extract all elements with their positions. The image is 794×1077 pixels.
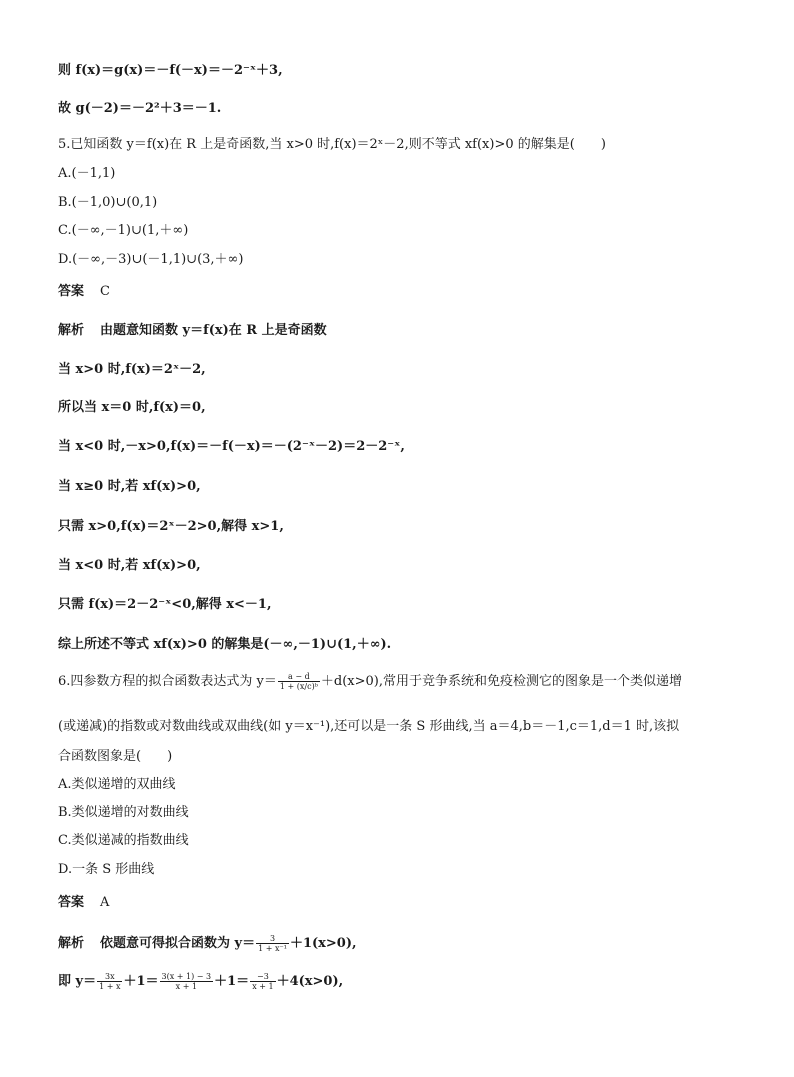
fraction-1	[97, 972, 122, 991]
question-5-option-b: B.(－1,0)∪(0,1)	[58, 195, 158, 210]
solution-line-2: 故 g(－2)＝－2²＋3＝－1.	[58, 101, 222, 116]
question-6-stem-line-2: (或递减)的指数或对数曲线或双曲线(如 y＝x⁻¹),还可以是一条 S 形曲线,当 a＝4,b＝－1,c＝1,d＝1 时,该拟	[58, 719, 680, 734]
fraction-denominator: x + 1	[252, 982, 274, 991]
question-6-option-b: B.类似递增的对数曲线	[58, 805, 189, 820]
analysis-text: 由题意知函数 y＝f(x)在 R 上是奇函数	[100, 323, 327, 338]
fraction-numerator: 3x	[97, 972, 122, 982]
question-6-stem-line-1	[58, 672, 682, 691]
analysis-label: 解析	[58, 936, 85, 951]
analysis-label: 解析	[58, 323, 85, 338]
q6-fraction	[278, 672, 320, 691]
answer-label: 答案	[58, 284, 85, 299]
q6-fraction-numerator: a − d	[278, 672, 320, 682]
analysis-text: 依题意可得拟合函数为 y＝	[100, 936, 256, 951]
fraction-numerator: 3	[256, 934, 289, 944]
question-5-analysis-9: 综上所述不等式 xf(x)>0 的解集是(－∞,－1)∪(1,＋∞).	[58, 637, 392, 652]
fraction-numerator: −3	[250, 972, 275, 982]
question-5-stem: 5.已知函数 y＝f(x)在 R 上是奇函数,当 x>0 时,f(x)＝2ˣ－2,则不等式 xf(x)>0 的解集是( )	[58, 137, 606, 152]
question-6-analysis-2	[58, 972, 343, 991]
fraction-denominator: 1 + x⁻¹	[258, 944, 287, 953]
analysis-text: 即 y＝	[58, 974, 97, 989]
fraction-numerator: 3(x + 1) − 3	[161, 972, 212, 981]
operator-text: ＋1＝	[214, 974, 250, 989]
analysis-suffix: ＋1(x>0),	[289, 936, 357, 951]
fraction-2	[160, 972, 214, 991]
q6-prefix: 6.四参数方程的拟合函数表达式为 y＝	[58, 674, 277, 689]
question-5-analysis-2: 当 x>0 时,f(x)＝2ˣ－2,	[58, 362, 206, 377]
question-5-option-c: C.(－∞,－1)∪(1,＋∞)	[58, 223, 189, 238]
fit-function-fraction	[256, 934, 289, 953]
answer-value: A	[100, 895, 110, 910]
question-5-answer	[58, 283, 110, 301]
question-5-analysis-4: 当 x<0 时,－x>0,f(x)＝－f(－x)＝－(2⁻ˣ－2)＝2－2⁻ˣ,	[58, 439, 405, 454]
question-5-option-d: D.(－∞,－3)∪(－1,1)∪(3,＋∞)	[58, 252, 244, 267]
question-6-option-d: D.一条 S 形曲线	[58, 862, 155, 877]
question-6-answer	[58, 894, 109, 912]
question-5-analysis-6: 只需 x>0,f(x)＝2ˣ－2>0,解得 x>1,	[58, 519, 284, 534]
question-5-analysis-7: 当 x<0 时,若 xf(x)>0,	[58, 558, 201, 573]
question-6-stem-line-3: 合函数图象是( )	[58, 749, 173, 764]
question-5-analysis-5: 当 x≥0 时,若 xf(x)>0,	[58, 479, 201, 494]
question-5-analysis-8: 只需 f(x)＝2－2⁻ˣ<0,解得 x<－1,	[58, 597, 272, 612]
operator-text: ＋1＝	[123, 974, 159, 989]
q6-fraction-denominator: 1 + (x/c)ᵇ	[279, 682, 318, 691]
solution-line-1: 则 f(x)＝g(x)＝－f(－x)＝－2⁻ˣ＋3,	[58, 63, 283, 78]
fraction-denominator: x + 1	[175, 982, 198, 991]
analysis-suffix: ＋4(x>0),	[276, 974, 344, 989]
answer-value: C	[100, 284, 110, 299]
fraction-denominator: 1 + x	[99, 982, 121, 991]
question-6-option-a: A.类似递增的双曲线	[58, 777, 176, 792]
question-5-option-a: A.(－1,1)	[58, 166, 116, 181]
question-6-analysis-1	[58, 934, 357, 953]
question-5-analysis-1	[58, 322, 327, 340]
answer-label: 答案	[58, 895, 85, 910]
fraction-3	[250, 972, 275, 991]
q6-suffix: ＋d(x>0),常用于竞争系统和免疫检测它的图象是一个类似递增	[320, 674, 682, 689]
question-5-analysis-3: 所以当 x＝0 时,f(x)＝0,	[58, 400, 206, 415]
question-6-option-c: C.类似递减的指数曲线	[58, 833, 189, 848]
